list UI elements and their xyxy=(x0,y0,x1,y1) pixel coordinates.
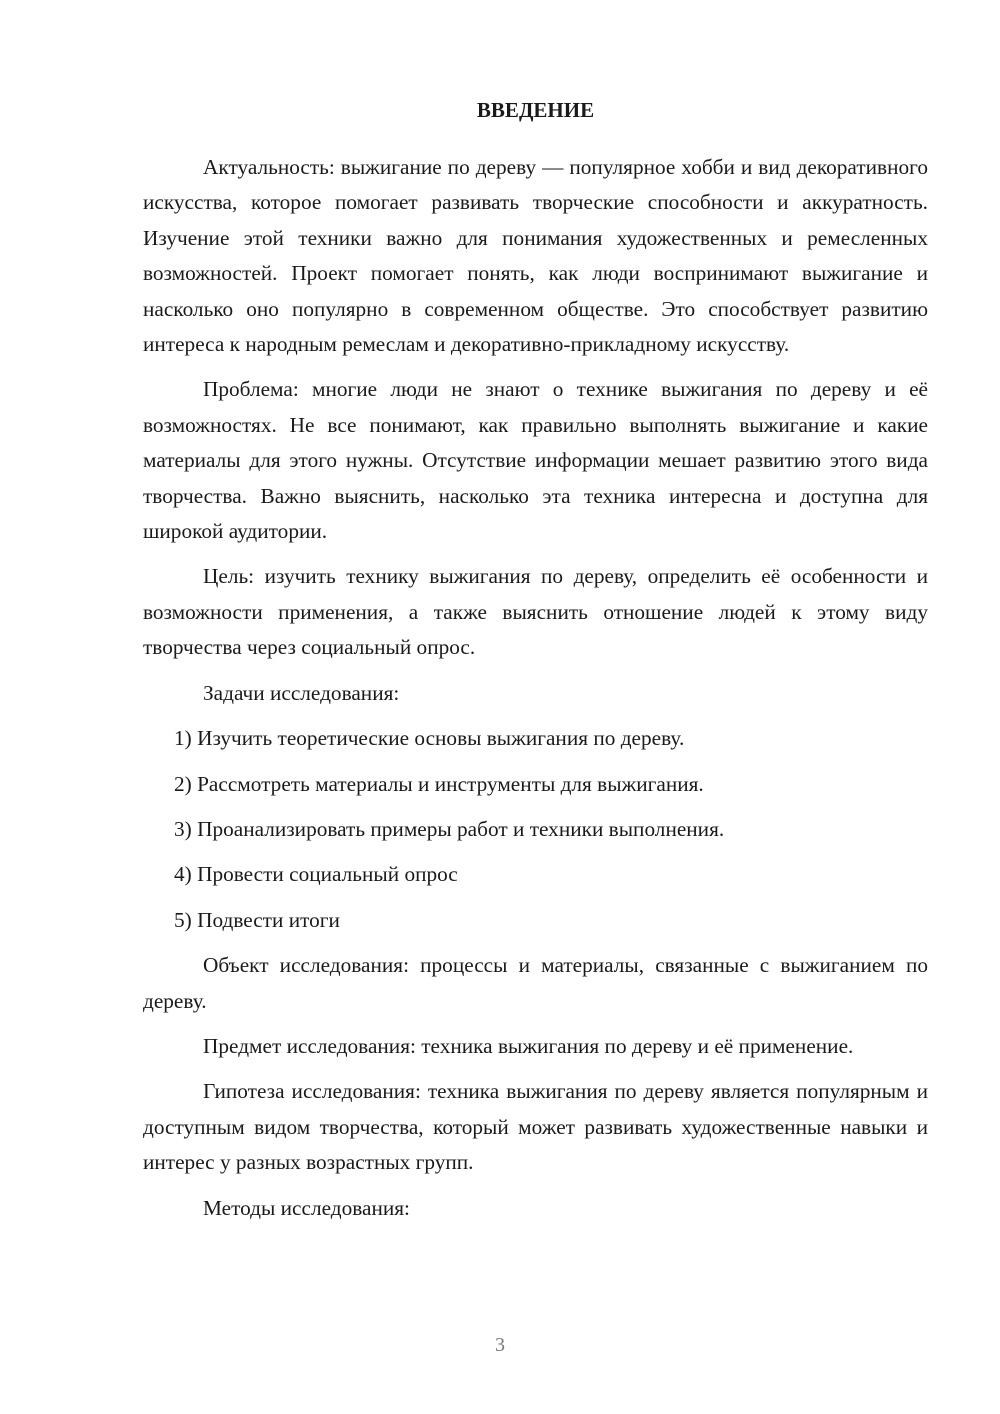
object-paragraph: Объект исследования: процессы и материалы, связанные с выжиганием по дереву. xyxy=(143,953,928,1013)
list-item: 5) Подвести итоги xyxy=(174,907,340,932)
relevance-paragraph: Актуальность: выжигание по дереву — популярное хобби и вид декоративного искусства, которое помогает развивать творческие способности и аккуратность. Изучение этой техники важно для понимания художественных и ремесленных возможностей. Проект помогает понять, как люди воспринимают выжигание и насколько оно популярно в современном обществе. Это способствует развитию интереса к народным ремеслам и декоративно-прикладному искусству. xyxy=(143,155,928,357)
list-item: 3) Проанализировать примеры работ и техники выполнения. xyxy=(174,816,725,841)
hypothesis-paragraph: Гипотеза исследования: техника выжигания по дереву является популярным и доступным видом творчества, который может развивать художественные навыки и интерес у разных возрастных групп. xyxy=(143,1079,928,1175)
page-number: 3 xyxy=(495,1334,505,1356)
methods-heading: Методы исследования: xyxy=(203,1195,410,1220)
document-page xyxy=(143,92,928,1236)
goal-paragraph: Цель: изучить технику выжигания по дереву, определить её особенности и возможности применения, а также выяснить отношение людей к этому виду творчества через социальный опрос. xyxy=(143,564,928,660)
tasks-list xyxy=(143,721,928,938)
problem-paragraph: Проблема: многие люди не знают о технике выжигания по дереву и её возможностях. Не все понимают, как правильно выполнять выжигание и какие материалы для этого нужны. Отсутствие информации мешает развитию этого вида творчества. Важно выяснить, насколько эта техника интересна и доступна для широкой аудитории. xyxy=(143,377,928,544)
subject-paragraph: Предмет исследования: техника выжигания по дереву и её применение. xyxy=(203,1033,854,1058)
tasks-heading: Задачи исследования: xyxy=(203,680,400,705)
page-title: ВВЕДЕНИЕ xyxy=(476,98,595,122)
list-item: 2) Рассмотреть материалы и инструменты для выжигания. xyxy=(174,771,704,796)
list-item: 4) Провести социальный опрос xyxy=(174,862,458,887)
list-item: 1) Изучить теоретические основы выжигания по дереву. xyxy=(174,726,685,751)
